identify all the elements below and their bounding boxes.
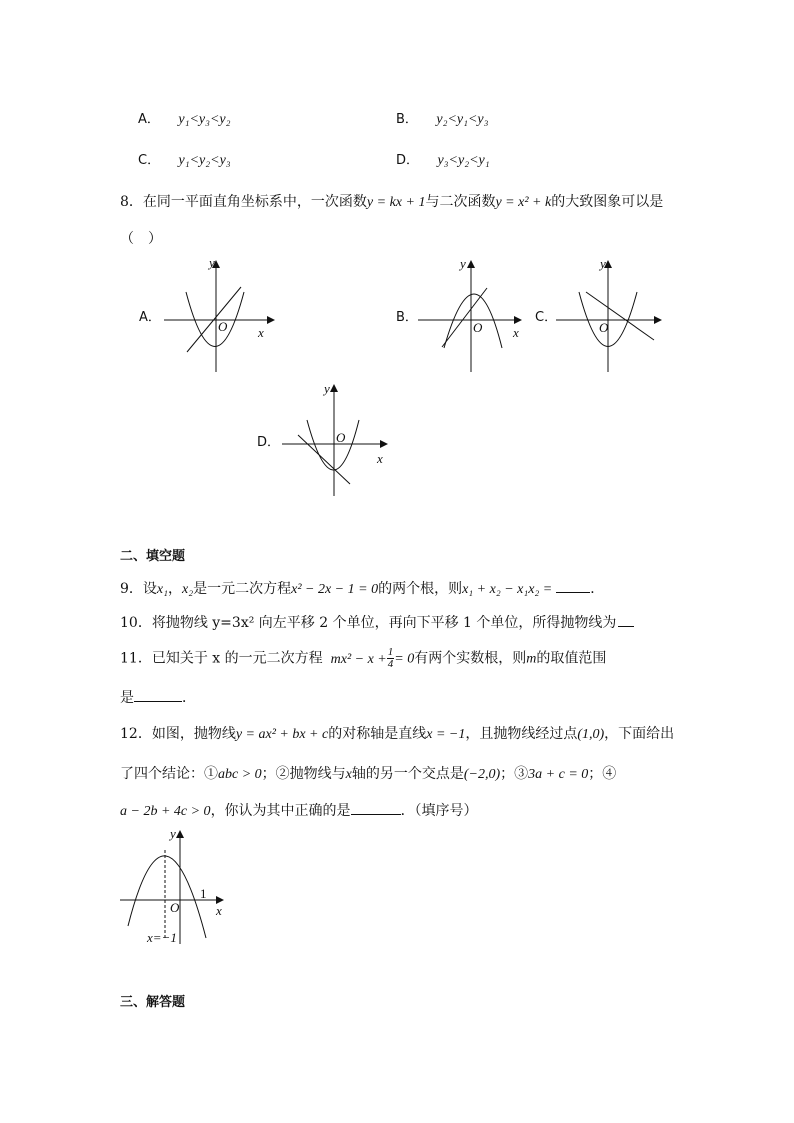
answer-blank[interactable] [556, 578, 590, 593]
y-label: y [170, 826, 176, 841]
q8-linear-eq: y = kx + 1 [366, 195, 426, 210]
q9-text-2: 是一元二次方程 [193, 581, 292, 597]
conclusion-2-point: (−2,0) [463, 767, 501, 782]
q8-graph-a-label: A． [139, 310, 161, 325]
parabola [186, 292, 244, 347]
q12-text-3: ，且抛物线经过点 [465, 726, 578, 742]
q11 [120, 647, 606, 670]
section-title-fill-in: 二、填空题 [120, 549, 186, 564]
q9-end: ． [590, 581, 605, 597]
origin-label: O [473, 320, 483, 335]
parabola [128, 856, 206, 938]
x-label: x [377, 451, 383, 466]
y-label: y [460, 256, 466, 271]
y-label: y [324, 381, 330, 396]
q9-x1: x₁ [156, 582, 169, 597]
y-axis-arrow [176, 830, 184, 838]
q11-text-2: 有两个实数根，则 [414, 650, 527, 667]
x-axis-arrow [654, 316, 662, 324]
answer-blank[interactable] [618, 612, 634, 627]
question-number: 8． [120, 194, 143, 210]
q9-text-1: 设 [142, 581, 157, 597]
q8-graph-b-label: B． [396, 310, 418, 325]
option-letter: C． [138, 153, 161, 168]
q7-option-d [396, 149, 490, 169]
q12-point: (1,0) [577, 727, 605, 742]
line [442, 288, 487, 347]
q8-quad-eq: y = x² + k [495, 195, 552, 210]
q7-option-c [138, 149, 231, 169]
q10-text: 将抛物线 y=3x² 向左平移 2 个单位，再向下平移 1 个单位，所得抛物线为 [151, 615, 617, 631]
symmetry-axis-label: x=−1 [147, 930, 177, 945]
option-expr: y₂<y₁<y₃ [436, 112, 489, 127]
q11-text-4: 是 [120, 690, 134, 706]
q11-line-2 [120, 687, 196, 707]
q8-graph-a [160, 256, 280, 376]
y-axis-arrow [330, 384, 338, 392]
q8-stem [120, 191, 663, 211]
q8-graph-b [414, 256, 534, 376]
option-expr: y₃<y₂<y₁ [437, 153, 490, 168]
q11-text-3: 的取值范围 [536, 650, 607, 667]
q12-equation: y = ax² + bx + c [235, 727, 329, 742]
q12-line3-text: ，你认为其中正确的是 [210, 803, 351, 819]
q12-text-2: 的对称轴是直线 [328, 726, 427, 742]
x-axis-arrow [514, 316, 522, 324]
question-number: 9． [120, 581, 143, 597]
q11-end: ． [182, 690, 196, 706]
y-axis-arrow [467, 260, 475, 268]
q12-text-1: 如图，抛物线 [151, 726, 236, 742]
q8-graph-c [552, 256, 672, 376]
question-number: 12． [120, 726, 152, 742]
conclusion-4-marker: ；④ [588, 766, 617, 782]
q12-figure [112, 826, 242, 948]
conclusion-1-expr: abc > 0 [218, 767, 262, 782]
origin-label: O [218, 319, 228, 334]
q9-text-3: 的两个根，则 [378, 581, 463, 597]
y-label: y [209, 256, 215, 270]
section-title-solutions: 三、解答题 [120, 995, 186, 1010]
q8-text-1: 在同一平面直角坐标系中，一次函数 [142, 194, 367, 210]
q9-equation: x² − 2x − 1 = 0 [291, 582, 379, 597]
parabola [307, 420, 359, 470]
question-number: 10． [120, 615, 152, 631]
fraction-numerator: 1 [387, 646, 394, 658]
q10 [120, 612, 634, 632]
fraction-denominator: 4 [387, 658, 394, 670]
q12-text-4: ，下面给出 [604, 726, 675, 742]
q11-m: m [526, 651, 537, 667]
conclusion-2-x: x [345, 767, 352, 782]
x-label: x [258, 325, 264, 340]
q12-line-2 [120, 763, 616, 783]
q11-eq-b: = 0 [394, 651, 415, 667]
origin-label: O [336, 430, 346, 445]
conclusion-3-marker: ；③ [500, 766, 529, 782]
q11-text-1: 已知关于 x 的一元二次方程 [151, 650, 323, 667]
q12-axis-eq: x = −1 [426, 727, 466, 742]
option-expr: y₁<y₂<y₃ [178, 153, 231, 168]
q8-graph-c-label: C． [535, 310, 558, 325]
x-label: x [513, 325, 519, 340]
answer-blank[interactable] [134, 687, 182, 702]
origin-label: O [170, 900, 180, 915]
q9-x2: x₂ [182, 582, 194, 597]
q9 [120, 578, 604, 598]
question-number: 11． [120, 650, 152, 667]
option-expr: y₁<y₃<y₂ [178, 112, 231, 127]
option-letter: B． [396, 112, 418, 127]
y-label: y [600, 256, 606, 271]
x-axis-arrow [380, 440, 388, 448]
q12-line2-a: 了四个结论： [120, 766, 204, 782]
origin-label: O [599, 320, 609, 335]
q9-sep: ， [168, 581, 183, 597]
q8-text-2: 与二次函数 [425, 194, 496, 210]
x-label: x [216, 903, 222, 918]
q12-line-1 [120, 723, 674, 743]
q8-graph-d [278, 380, 398, 500]
q8-paren: （ ） [120, 231, 162, 247]
q9-expression: x₁ + x₂ − x₁x₂ = [462, 582, 553, 597]
q12-line3-end: ．（填序号） [400, 803, 478, 819]
q7-option-a [138, 108, 231, 128]
conclusion-2-text-a: ；②抛物线与 [261, 766, 346, 782]
conclusion-1-marker: ① [204, 766, 218, 782]
q7-option-b [396, 108, 489, 128]
option-letter: A． [138, 112, 160, 127]
q11-eq-a: mx² − x + [330, 651, 387, 667]
conclusion-2-text-b: 轴的另一个交点是 [351, 766, 464, 782]
line [586, 292, 654, 340]
answer-blank[interactable] [351, 800, 401, 815]
q8-text-3: 的大致图象可以是 [551, 194, 664, 210]
option-letter: D． [396, 153, 420, 168]
q8-graph-d-label: D． [257, 435, 281, 450]
q12-line-3 [120, 800, 478, 820]
conclusion-4-expr: a − 2b + 4c > 0 [120, 804, 211, 819]
point-one-label: 1 [200, 886, 207, 901]
conclusion-3-expr: 3a + c = 0 [528, 767, 589, 782]
x-axis-arrow [267, 316, 275, 324]
